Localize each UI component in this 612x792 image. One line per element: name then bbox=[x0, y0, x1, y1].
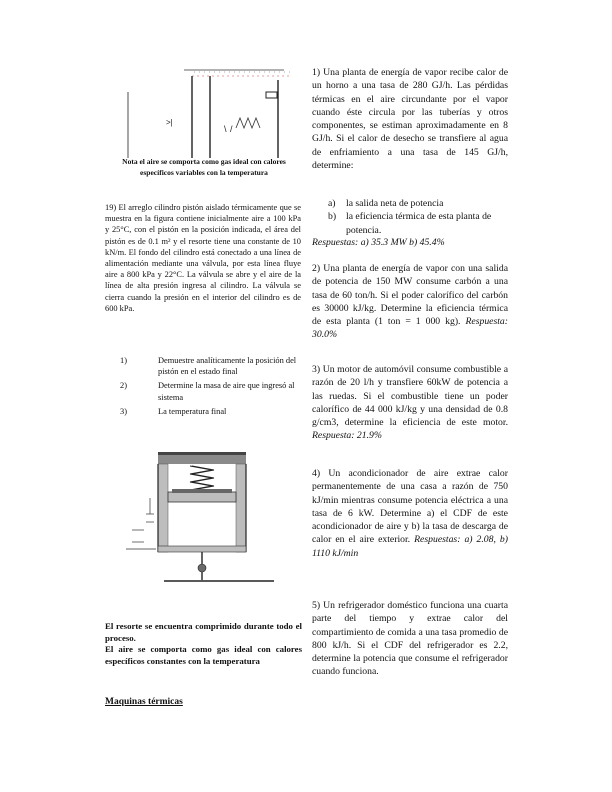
item-letter: a) bbox=[328, 198, 336, 209]
note-ideal-gas: El aire se comporta como gas ideal con calores específicos constantes con la temperatura bbox=[105, 644, 302, 666]
figure-1-schematic bbox=[108, 62, 303, 162]
figure-2-piston-cylinder bbox=[124, 452, 282, 592]
item-number: 3) bbox=[120, 406, 127, 416]
problem-4 bbox=[312, 467, 508, 560]
problem-1-answer: Respuestas: a) 35.3 MW b) 45.4% bbox=[312, 237, 445, 248]
problem-3-answer: Respuesta: 21.9% bbox=[312, 430, 382, 442]
item-text: La temperatura final bbox=[158, 406, 227, 416]
figure-1-caption-line2: específicos variables con la temperatura bbox=[140, 168, 268, 177]
figure-1-caption bbox=[104, 156, 304, 178]
spring bbox=[190, 466, 214, 490]
item-text: Determine la masa de aire que ingresó al sistema bbox=[158, 381, 295, 402]
svg-text:/: / bbox=[230, 124, 233, 134]
problem-1-item bbox=[312, 210, 508, 237]
problem-1-items bbox=[312, 197, 508, 237]
problem-2-answer: Respuesta: 30.0% bbox=[312, 316, 508, 341]
problem-5-statement: 5) Un refrigerador doméstico funciona una cuarta parte del tiempo y extrae calor del compartimiento de comida a una tasa promedio de 800 kJ/h. Si el CDF del refrigerador es 2.2, determine la potencia que consume el refrigerador cuando funciona. bbox=[312, 600, 508, 678]
problem-19-item bbox=[120, 406, 302, 417]
figure-1-caption-line1: Nota el aire se comporta como gas ideal con calores bbox=[122, 157, 286, 166]
problem-2 bbox=[312, 262, 508, 342]
figure-1 bbox=[108, 62, 303, 162]
problem-19-item bbox=[120, 355, 302, 377]
problem-19-items bbox=[120, 355, 302, 417]
item-number: 1) bbox=[120, 356, 127, 365]
svg-text:>|: >| bbox=[166, 118, 173, 127]
item-number: 2) bbox=[120, 381, 127, 391]
problem-19-item bbox=[120, 380, 302, 402]
item-text: la salida neta de potencia bbox=[346, 198, 444, 209]
section-heading: Maquinas térmicas bbox=[105, 697, 183, 707]
item-text: Demuestre analíticamente la posición del pistón en el estado final bbox=[158, 356, 297, 377]
problem-1-item bbox=[312, 197, 508, 210]
problem-3-statement: 3) Un motor de automóvil consume combustible a razón de 20 l/h y transfiere 60kW de potencia a las ruedas. Si el combustible tiene un poder calorífico de 44 000 kJ/kg y una densidad de 0.8 g/cm3, determine la eficiencia de este motor. bbox=[312, 364, 508, 429]
problem-4-statement: 4) Un acondicionador de aire extrae calor permanentemente de una casa a razón de 750 kJ/min mientras consume potencia eléctrica a una tasa de 6 kW. Determine a) el CDF de este acondicionador de aire y b) la tasa de descarga de calor en el aire exterior. bbox=[312, 468, 508, 546]
problem-1-statement: 1) Una planta de energía de vapor recibe calor de un horno a una tasa de 280 GJ/h. Las pérdidas térmicas en el aire circundante por el vapor cuando éste circula por las tuberías y otros componentes, se estiman aproximadamente en 8 GJ/h. Si el calor de desecho se transfiere al agua de enfriamiento a una tasa de 145 GJ/h, determine: bbox=[312, 67, 508, 172]
problem-3 bbox=[312, 363, 508, 443]
problem-19-statement: 19) El arreglo cilindro pistón aislado térmicamente que se muestra en la figura contiene inicialmente aire a 100 kPa y 25°C, con el pistón en la posición indicada, el área del pistón es de 0.1 m² y el resorte tiene una constante de 10 kN/m. El fondo del cilindro está conectado a una línea de alimentación mediante una válvula, por esta línea fluye aire a 800 kPa y 22°C. La válvula se abre y el aire de la línea de alta presión ingresa al cilindro. La válvula se cierra cuando la presión en el interior del cilindro es de 600 kPa. bbox=[105, 203, 301, 313]
notes bbox=[105, 621, 302, 667]
item-letter: b) bbox=[328, 211, 337, 223]
item-text: la eficiencia térmica de esta planta de potencia. bbox=[346, 211, 492, 236]
problem-4-answer: Respuestas: a) 2.08, b) 1110 kJ/min bbox=[312, 534, 508, 559]
svg-text:\: \ bbox=[224, 124, 227, 134]
note-spring: El resorte se encuentra comprimido durante todo el proceso. bbox=[105, 621, 302, 643]
piston-cylinder-diagram bbox=[124, 452, 282, 592]
problem-2-statement: 2) Una planta de energía de vapor con una salida de potencia de 150 MW consume carbón a una tasa de 60 ton/h. Si el poder calorífico del carbón es 30000 kJ/kg. Determine la eficiencia térmica de esta planta (1 ton = 1 000 kg). bbox=[312, 263, 508, 328]
